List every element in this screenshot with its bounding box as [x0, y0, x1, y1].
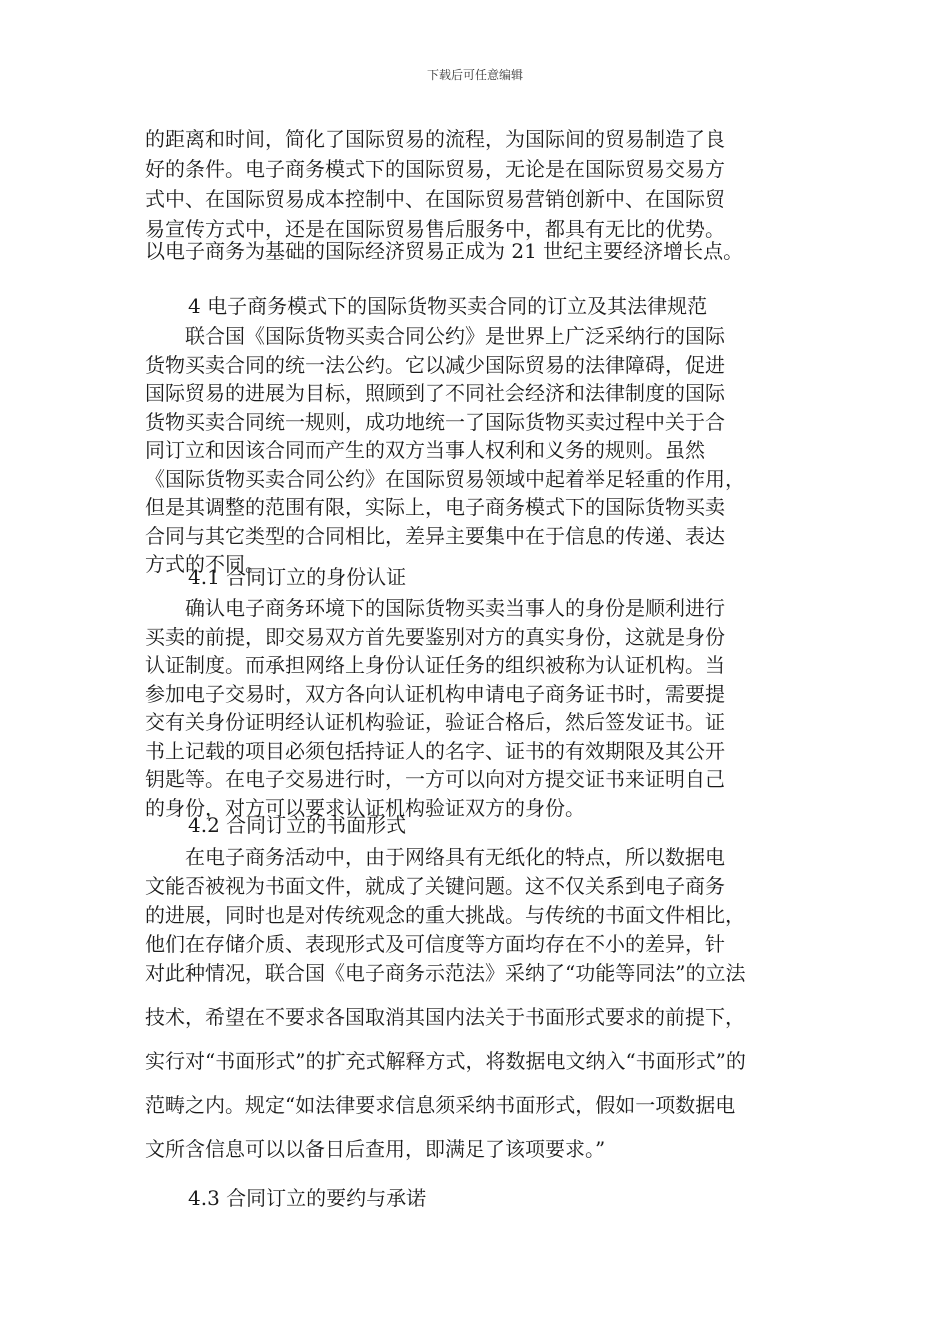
- text-line: 货物买卖合同的统一法公约。它以减少国际贸易的法律障碍，促进: [145, 352, 725, 377]
- text-line: 文所含信息可以以备日后查用，即满足了该项要求。”: [145, 1137, 606, 1161]
- paragraph-written-form: [145, 843, 811, 959]
- text-line: 认证制度。而承担网络上身份认证任务的组织被称为认证机构。当: [145, 653, 725, 677]
- text-line: 但是其调整的范围有限，实际上，电子商务模式下的国际货物买卖: [145, 495, 725, 519]
- text-line: 方式的不同。: [145, 552, 265, 576]
- section-heading-4-1: 4.1 合同订立的身份认证: [188, 565, 407, 589]
- text-line: 式中、在国际贸易成本控制中、在国际贸易营销创新中、在国际贸: [145, 187, 725, 211]
- paragraph-last-line: [145, 236, 811, 266]
- text-line: 确认电子商务环境下的国际货物买卖当事人的身份是顺利进行: [145, 596, 725, 620]
- text-line: 范畴之内。规定“如法律要求信息须采纳书面形式，假如一项数据电: [145, 1093, 736, 1117]
- text-line: 《国际货物买卖合同公约》在国际贸易领域中起着举足轻重的作用，: [145, 466, 745, 491]
- section-heading-4: 4 电子商务模式下的国际货物买卖合同的订立及其法律规范: [188, 294, 708, 318]
- text-line: 好的条件。电子商务模式下的国际贸易，无论是在国际贸易交易方: [145, 157, 725, 181]
- text-line: 合同与其它类型的合同相比，差异主要集中在于信息的传递、表达: [145, 523, 725, 548]
- text-line: 对此种情况，联合国《电子商务示范法》采纳了“功能等同法”的立法: [145, 961, 746, 985]
- text-line: 文能否被视为书面文件，就成了关键问题。这不仅关系到电子商务: [145, 874, 725, 898]
- section-heading-4-3: 4.3 合同订立的要约与承诺: [188, 1186, 427, 1210]
- page-header: 下载后可任意编辑: [426, 68, 523, 82]
- text-line: 同订立和因该合同而产生的双方当事人权利和义务的规则。虽然: [145, 438, 705, 462]
- text-line: 的身份，对方可以要求认证机构验证双方的身份。: [145, 795, 585, 820]
- text-line: 实行对“书面形式”的扩充式解释方式，将数据电文纳入“书面形式”的: [145, 1049, 746, 1073]
- text-line: 钥匙等。在电子交易进行时，一方可以向对方提交证书来证明自己: [145, 767, 725, 791]
- paragraph-convention: [145, 322, 811, 579]
- text-line: 国际贸易的进展为目标，照顾到了不同社会经济和法律制度的国际: [145, 381, 725, 405]
- text-line: 在电子商务活动中，由于网络具有无纸化的特点，所以数据电: [145, 845, 725, 869]
- text-line: 技术，希望在不要求各国取消其国内法关于书面形式要求的前提下，: [145, 1005, 745, 1029]
- paragraph-continuation: [145, 124, 811, 244]
- text-line: 的进展，同时也是对传统观念的重大挑战。与传统的书面文件相比，: [145, 903, 745, 927]
- section-heading-4-2: 4.2 合同订立的书面形式: [188, 813, 407, 837]
- paragraph-model-law: [145, 951, 811, 1171]
- text-line: 买卖的前提，即交易双方首先要鉴别对方的真实身份，这就是身份: [145, 624, 725, 649]
- text-line: 以电子商务为基础的国际经济贸易正成为 21 世纪主要经济增长点。: [145, 239, 744, 263]
- text-line: 他们在存储介质、表现形式及可信度等方面均存在不小的差异，针: [145, 932, 725, 956]
- text-line: 联合国《国际货物买卖合同公约》是世界上广泛采纳行的国际: [145, 324, 725, 348]
- text-line: 的距离和时间，简化了国际贸易的流程，为国际间的贸易制造了良: [145, 127, 725, 151]
- text-line: 参加电子交易时，双方各向认证机构申请电子商务证书时，需要提: [145, 681, 725, 706]
- text-line: 交有关身份证明经认证机构验证，验证合格后，然后签发证书。证: [145, 710, 725, 734]
- text-line: 易宣传方式中，还是在国际贸易售后服务中，都具有无比的优势。: [145, 217, 725, 241]
- paragraph-identity: [145, 594, 811, 822]
- text-line: 书上记载的项目必须包括持证人的名字、证书的有效期限及其公开: [145, 738, 725, 763]
- text-line: 货物买卖合同统一规则，成功地统一了国际货物买卖过程中关于合: [145, 409, 725, 434]
